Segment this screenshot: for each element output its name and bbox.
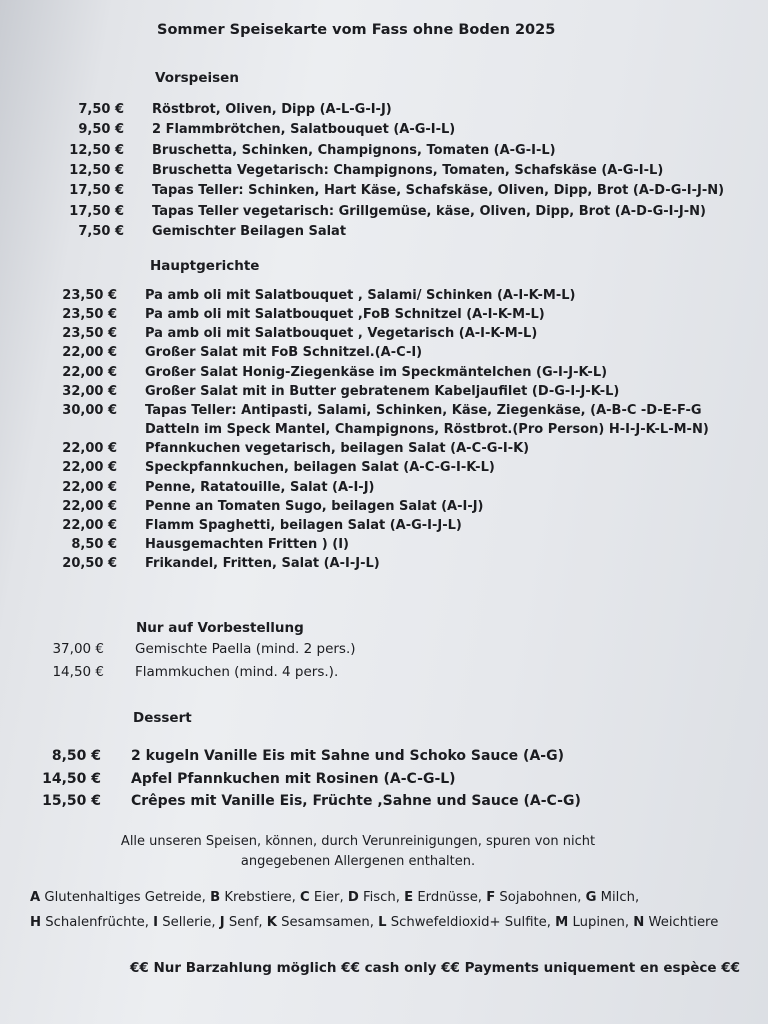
menu-item-name: Röstbrot, Oliven, Dipp (A-L-G-I-J) (152, 102, 392, 117)
menu-item-row (0, 748, 768, 768)
allergen-label: Milch, (596, 890, 640, 905)
menu-item-name: Flammkuchen (mind. 4 pers.). (135, 664, 339, 680)
menu-item-price: 17,50 € (69, 203, 124, 219)
allergen-code: D (347, 890, 359, 905)
allergen-label: Schwefeldioxid+ Sulfite, (386, 915, 556, 930)
menu-item-row (0, 183, 768, 203)
allergen-label: Sojabohnen, (495, 890, 586, 905)
menu-item-price: 9,50 € (78, 122, 124, 138)
menu-item-name: Gemischte Paella (mind. 2 pers.) (135, 641, 356, 657)
menu-item-row (0, 384, 768, 404)
menu-item-row (0, 365, 768, 385)
menu-item-name: Großer Salat Honig-Ziegenkäse im Speckmäntelchen (G-I-J-K-L) (145, 364, 608, 380)
allergen-code: K (266, 915, 277, 930)
menu-item-price: 22,00 € (62, 441, 117, 457)
menu-item-price: 14,50 € (42, 770, 101, 787)
allergen-label: Lupinen, (568, 915, 634, 930)
menu-item-name: Penne, Ratatouille, Salat (A-I-J) (145, 479, 375, 495)
allergen-code: B (210, 890, 221, 905)
allergen-label: Senf, (224, 915, 267, 930)
allergen-legend-line-1 (30, 890, 639, 905)
menu-item-price: 12,50 € (69, 162, 124, 178)
menu-item-row (0, 122, 768, 142)
menu-item-row (0, 204, 768, 224)
menu-item-name: Tapas Teller: Antipasti, Salami, Schinken, Käse, Ziegenkäse, (A-B-C -D-E-F-G (145, 402, 702, 418)
menu-item-row (0, 422, 768, 442)
menu-item-price: 22,00 € (62, 498, 117, 514)
allergen-label: Fisch, (358, 890, 405, 905)
allergen-label: Schalenfrüchte, (41, 915, 154, 930)
menu-item-name: Pa amb oli mit Salatbouquet , Vegetarisch (A-I-K-M-L) (145, 326, 538, 342)
menu-item-name: Tapas Teller vegetarisch: Grillgemüse, käse, Oliven, Dipp, Brot (A-D-G-I-J-N) (152, 203, 706, 219)
menu-item-row (0, 102, 768, 122)
menu-item-row (0, 143, 768, 163)
menu-item-row (0, 537, 768, 557)
menu-item-name: Großer Salat mit FoB Schnitzel.(A-C-I) (145, 345, 423, 361)
menu-item-row (0, 441, 768, 461)
menu-item-row (0, 480, 768, 500)
allergen-note-line-1: Alle unseren Speisen, können, durch Verunreinigungen, spuren von nicht (120, 834, 596, 849)
section-heading-vorbestellung: Nur auf Vorbestellung (136, 620, 304, 636)
allergen-code: E (404, 890, 414, 905)
menu-item-row (0, 345, 768, 365)
menu-item-price: 7,50 € (78, 102, 124, 117)
section-heading-vorspeisen: Vorspeisen (155, 70, 239, 86)
allergen-code: H (30, 915, 42, 930)
menu-item-price: 17,50 € (69, 183, 124, 199)
menu-item-name: Bruschetta, Schinken, Champignons, Tomaten (A-G-I-L) (152, 142, 556, 158)
menu-item-row (0, 224, 768, 244)
allergen-code: G (585, 890, 597, 905)
allergen-label: Glutenhaltiges Getreide, (40, 890, 211, 905)
menu-item-row (0, 163, 768, 183)
menu-item-price: 23,50 € (62, 326, 117, 342)
menu-item-name: Penne an Tomaten Sugo, beilagen Salat (A-I-J) (145, 498, 484, 514)
menu-item-row (0, 307, 768, 327)
menu-item-name: 2 Flammbrötchen, Salatbouquet (A-G-I-L) (152, 122, 456, 138)
menu-item-row (0, 326, 768, 346)
allergen-code: L (378, 915, 387, 930)
menu-item-name: Speckpfannkuchen, beilagen Salat (A-C-G-I-K-L) (145, 460, 495, 476)
allergen-label: Krebstiere, (220, 890, 301, 905)
allergen-note-line-2: angegebenen Allergenen enthalten. (240, 854, 476, 869)
menu-item-price: 15,50 € (42, 793, 101, 809)
menu-item-price: 20,50 € (62, 556, 117, 572)
allergen-code: A (30, 890, 41, 905)
menu-item-name: Gemischter Beilagen Salat (152, 223, 347, 239)
menu-item-row (0, 556, 768, 576)
menu-item-name: Hausgemachten Fritten ) (I) (145, 536, 349, 552)
menu-item-price: 8,50 € (71, 536, 117, 552)
menu-item-name: Pa amb oli mit Salatbouquet ,FoB Schnitzel (A-I-K-M-L) (145, 307, 545, 323)
menu-item-row (0, 499, 768, 519)
menu-item-name: Flamm Spaghetti, beilagen Salat (A-G-I-J-L) (145, 517, 462, 533)
menu-item-row (0, 403, 768, 423)
allergen-code: I (153, 915, 159, 930)
menu-item-name: Tapas Teller: Schinken, Hart Käse, Schafskäse, Oliven, Dipp, Brot (A-D-G-I-J-N) (152, 183, 725, 199)
section-heading-dessert: Dessert (133, 710, 192, 726)
allergen-label: Sesamsamen, (276, 915, 379, 930)
menu-item-name: Datteln im Speck Mantel, Champignons, Röstbrot.(Pro Person) H-I-J-K-L-M-N) (145, 422, 709, 438)
menu-item-price: 23,50 € (62, 307, 117, 323)
menu-item-name: Großer Salat mit in Butter gebratenem Kabeljaufilet (D-G-I-J-K-L) (145, 383, 620, 399)
menu-item-price: 32,00 € (62, 383, 117, 399)
menu-item-price: 22,00 € (62, 517, 117, 533)
menu-item-name: Bruschetta Vegetarisch: Champignons, Tomaten, Schafskäse (A-G-I-L) (152, 162, 664, 178)
allergen-label: Sellerie, (158, 915, 220, 930)
menu-item-row (0, 518, 768, 538)
menu-item-price: 7,50 € (78, 223, 124, 239)
allergen-code: J (219, 915, 225, 930)
allergen-note (0, 832, 716, 872)
menu-item-price: 12,50 € (69, 142, 124, 158)
menu-item-price: 22,00 € (62, 479, 117, 495)
allergen-code: M (555, 915, 569, 930)
menu-item-price: 22,00 € (62, 460, 117, 476)
allergen-code: C (300, 890, 310, 905)
section-heading-hauptgerichte: Hauptgerichte (150, 258, 260, 274)
allergen-legend-line-2 (30, 915, 718, 930)
menu-item-row (0, 460, 768, 480)
menu-item-name: Frikandel, Fritten, Salat (A-I-J-L) (145, 556, 380, 572)
menu-item-price: 22,00 € (62, 345, 117, 361)
menu-item-price: 37,00 € (52, 641, 104, 657)
menu-item-row (0, 288, 768, 308)
menu-item-price: 8,50 € (51, 748, 101, 764)
menu-item-name: Pa amb oli mit Salatbouquet , Salami/ Schinken (A-I-K-M-L) (145, 288, 576, 303)
allergen-label: Eier, (309, 890, 348, 905)
menu-item-row (0, 641, 768, 661)
menu-item-name: 2 kugeln Vanille Eis mit Sahne und Schoko Sauce (A-G) (131, 748, 564, 764)
menu-item-price: 14,50 € (52, 664, 104, 680)
menu-item-row (0, 771, 768, 791)
allergen-code: N (633, 915, 645, 930)
menu-item-name: Pfannkuchen vegetarisch, beilagen Salat (A-C-G-I-K) (145, 441, 530, 457)
menu-item-row (0, 664, 768, 684)
allergen-label: Erdnüsse, (413, 890, 487, 905)
allergen-label: Weichtiere (644, 915, 719, 930)
menu-item-row (0, 793, 768, 813)
menu-item-price: 30,00 € (62, 402, 117, 418)
payment-notice: €€ Nur Barzahlung möglich €€ cash only €€ Payments uniquement en espèce €€ (130, 960, 741, 976)
menu-item-price: 22,00 € (62, 364, 117, 380)
allergen-code: F (486, 890, 496, 905)
menu-item-name: Crêpes mit Vanille Eis, Früchte ,Sahne und Sauce (A-C-G) (131, 793, 581, 809)
menu-title: Sommer Speisekarte vom Fass ohne Boden 2025 (157, 22, 556, 38)
menu-item-name: Apfel Pfannkuchen mit Rosinen (A-C-G-L) (131, 770, 456, 787)
menu-item-price: 23,50 € (62, 288, 117, 303)
